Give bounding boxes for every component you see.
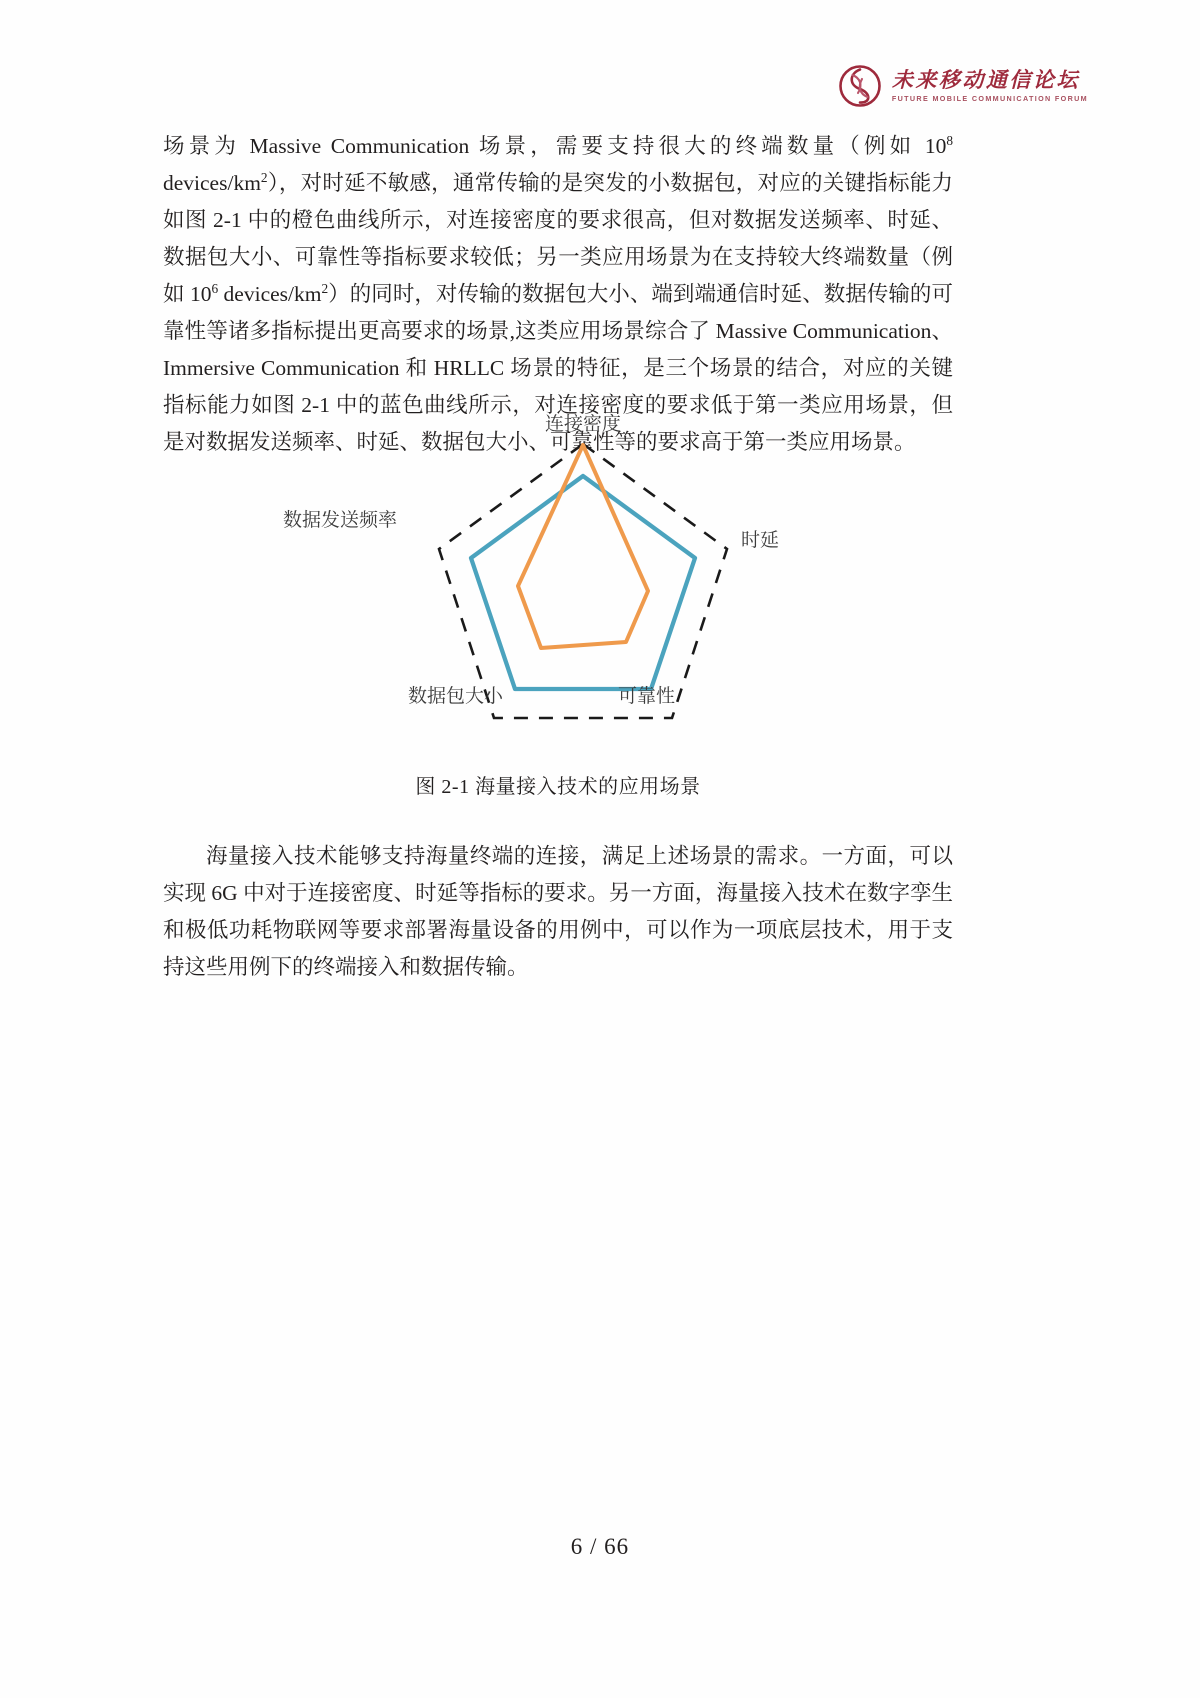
organization-logo	[838, 64, 1088, 108]
radar-chart	[163, 408, 953, 748]
paragraph-two: 海量接入技术能够支持海量终端的连接，满足上述场景的需求。一方面，可以实现 6G 中对于连接密度、时延等指标的要求。另一方面，海量接入技术在数字孪生和极低功耗物联网等要求部署海量设备的用例中，可以作为一项底层技术，用于支持这些用例下的终端接入和数据传输。	[163, 844, 953, 979]
page-number: 6 / 66	[570, 1534, 630, 1559]
radar-series-blue	[471, 476, 695, 689]
figure-block	[163, 408, 953, 799]
radar-axis-label-latency: 时延	[741, 530, 780, 551]
radar-axis-label-connection-density: 连接密度	[544, 414, 621, 435]
radar-outer-grid	[439, 444, 727, 718]
radar-axis-label-data-rate: 数据发送频率	[283, 510, 398, 531]
logo-wordmark	[891, 67, 1088, 103]
body-content-two	[163, 838, 953, 986]
page-footer	[0, 1534, 1200, 1560]
swirl-logo-icon	[838, 64, 882, 108]
radar-axis-label-reliability: 可靠性	[618, 686, 676, 707]
paragraph-one: 场景为 Massive Communication 场景，需要支持很大的终端数量（例如 $10^8$ devices/$km^2$），对时延不敏感，通常传输的是突发的小数据包，对应的关键指标能力如图 2-1 中的橙色曲线所示，对连接密度的要求很高，但对数据发送频率、时延、数据包大小、可靠性等指标要求较低；另一类应用场景为在支持较大终端数量（例如 $10^6$ devices/$km^2$）的同时，对传输的数据包大小、端到端通信时延、数据传输的可靠性等诸多指标提出更高要求的场景,这类应用场景综合了 Massive Communication、Immersive Communication 和 HRLLC 场景的特征，是三个场景的结合，对应的关键指标能力如图 2-1 中的蓝色曲线所示，对连接密度的要求低于第一类应用场景，但是对数据发送频率、时延、数据包大小、可靠性等的要求高于第一类应用场景。	[163, 132, 953, 454]
logo-english-name: FUTURE MOBILE COMMUNICATION FORUM	[891, 93, 1088, 103]
radar-axis-label-packet-size: 数据包大小	[407, 686, 503, 707]
logo-chinese-name: 未来移动通信论坛	[891, 67, 1080, 92]
figure-caption: 图 2-1 海量接入技术的应用场景	[415, 776, 701, 798]
